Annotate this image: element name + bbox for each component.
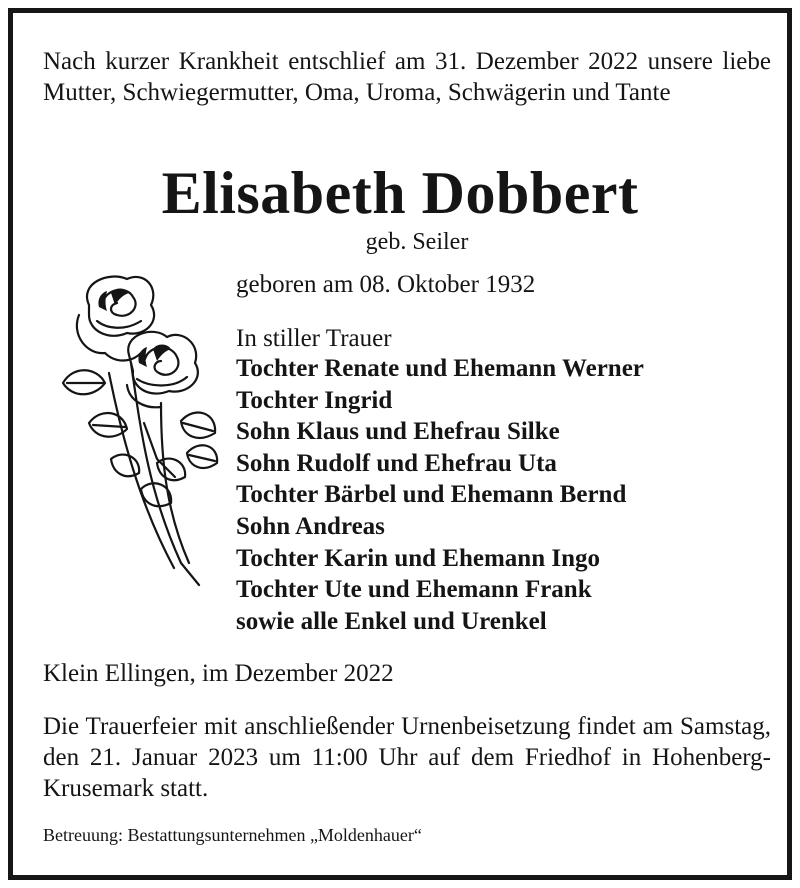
place-date: Klein Ellingen, im Dezember 2022: [43, 660, 394, 687]
list-item: Tochter Bärbel und Ehemann Bernd: [236, 481, 627, 509]
list-item: Sohn Klaus und Ehefrau Silke: [236, 418, 560, 446]
deceased-name: Elisabeth Dobbert: [161, 160, 639, 226]
list-item: Tochter Ingrid: [236, 386, 393, 414]
intro-text: Nach kurzer Krankheit entschlief am 31. Dezember 2022 unsere liebe Mutter, Schwiegermutter, Oma, Uroma, Schwägerin und Tante: [43, 48, 771, 106]
list-item: Sohn Andreas: [236, 512, 385, 540]
birth-date: geboren am 08. Oktober 1932: [236, 271, 536, 298]
care-note: Betreuung: Bestattungsunternehmen „Moldenhauer“: [43, 825, 422, 845]
list-item: Tochter Ute und Ehemann Frank: [236, 576, 592, 604]
mourners-list: [236, 353, 644, 637]
ceremony-text: Die Trauerfeier mit anschließender Urnenbeisetzung findet am Samstag, den 21. Januar 2023 um 11:00 Uhr auf dem Friedhof in Hohenberg-Krusemark statt.: [43, 713, 771, 802]
maiden-name: geb. Seiler: [365, 229, 469, 255]
list-item: Tochter Renate und Ehemann Werner: [236, 355, 644, 382]
obituary-notice: [8, 8, 792, 880]
list-item: sowie alle Enkel und Urenkel: [236, 607, 547, 635]
list-item: Sohn Rudolf und Ehefrau Uta: [236, 449, 557, 477]
grief-line: In stiller Trauer: [236, 325, 392, 352]
list-item: Tochter Karin und Ehemann Ingo: [236, 544, 600, 572]
roses-icon: [49, 263, 229, 598]
